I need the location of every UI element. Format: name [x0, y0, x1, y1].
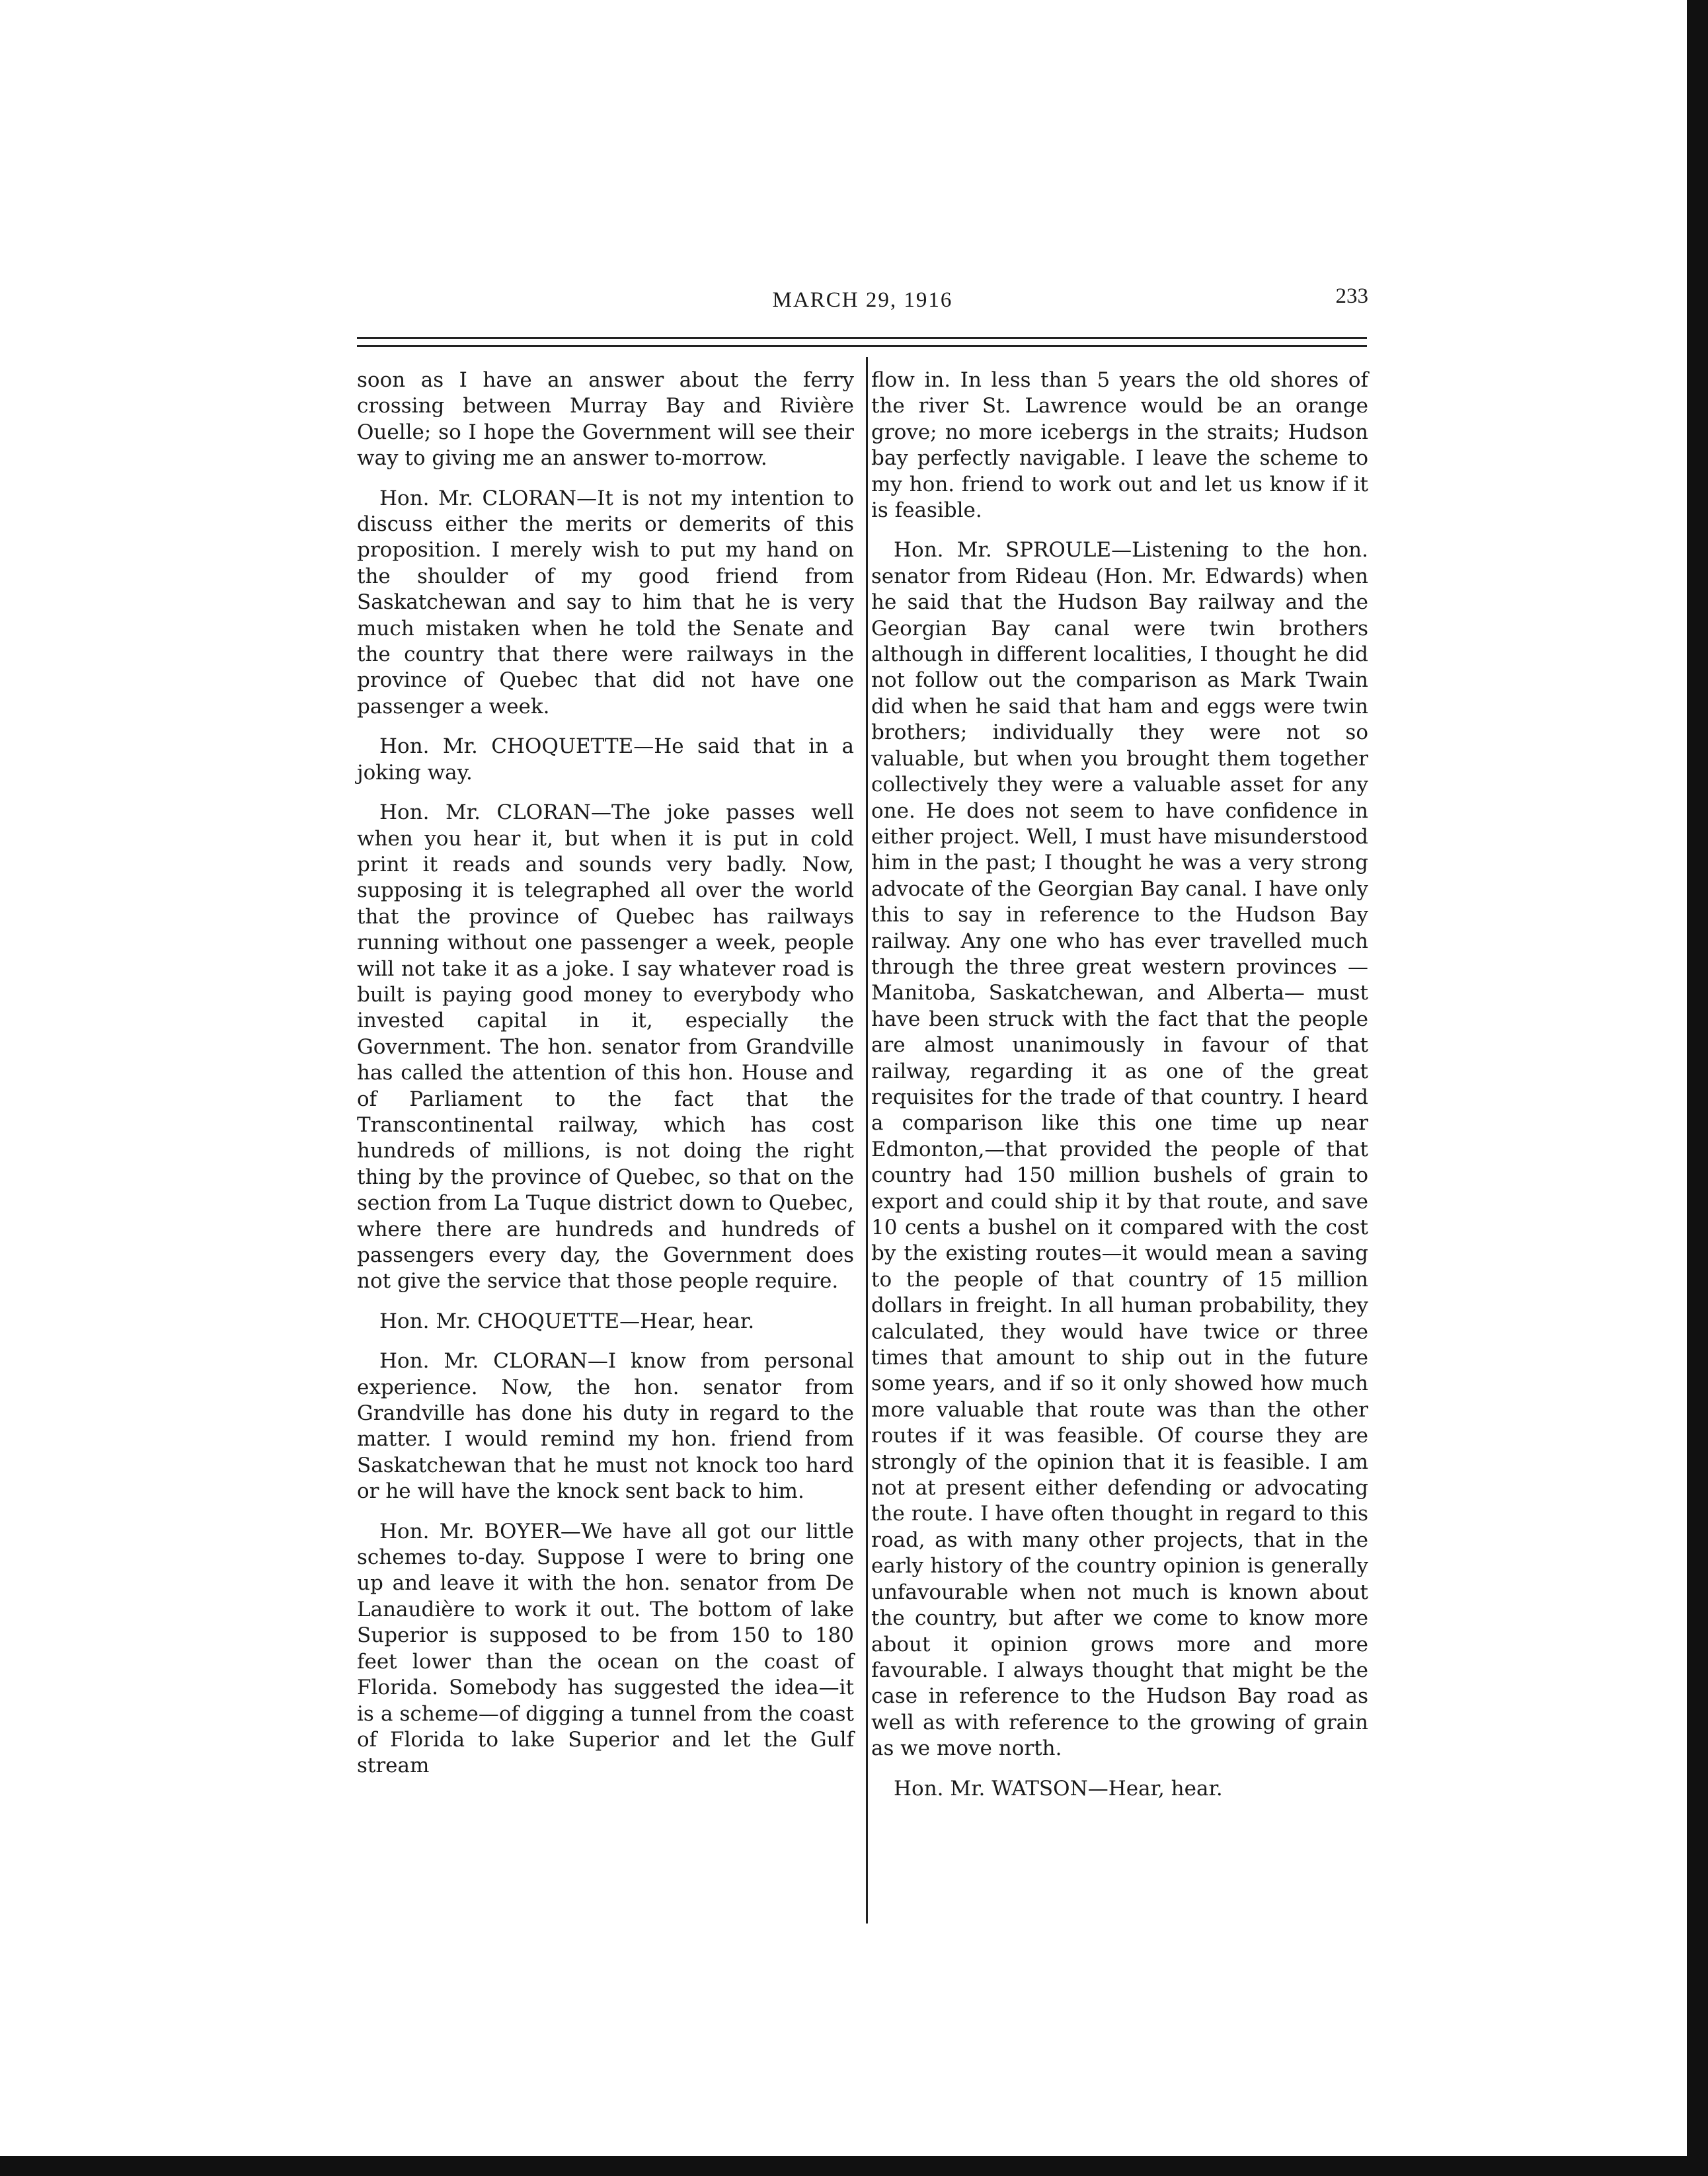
paragraph: Hon. Mr. CLORAN—I know from personal experience. Now, the hon. senator from Grandville has done his duty in regard to the matter. I would remind my hon. friend from Saskatchewan that he must not knock too hard or he will have the knock sent back to him.: [357, 1349, 854, 1504]
scan-border-bottom: [0, 2156, 1708, 2176]
paragraph: Hon. Mr. SPROULE—Listening to the hon. senator from Rideau (Hon. Mr. Edwards) when he said that the Hudson Bay railway and the Georgian Bay canal were twin brothers although in different localities, I thought he did not follow out the comparison as Mark Twain did when he said that ham and eggs were twin brothers; individually they were not so valuable, but when you brought them together collectively they were a valuable asset for any one. He does not seem to have confidence in either project. Well, I must have misunderstood him in the past; I thought he was a very strong advocate of the Georgian Bay canal. I have only this to say in reference to the Hudson Bay railway. Any one who has ever travelled much through the three great western provinces —Manitoba, Saskatchewan, and Alberta— must have been struck with the fact that the people are almost unanimously in favour of that railway, regarding it as one of the great requisites for the trade of that country. I heard a comparison like this one time up near Edmonton,—that provided the people of that country had 150 million bushels of grain to export and could ship it by that route, and save 10 cents a bushel on it compared with the cost by the existing routes—it would mean a saving to the people of that country of 15 million dollars in freight. In all human probability, they calculated, they would have twice or three times that amount to ship out in the future some years, and if so it only showed how much more valuable that route was than the other routes if it was feasible. Of course they are strongly of the opinion that it is feasible. I am not at present either defending or advocating the route. I have often thought in regard to this road, as with many other projects, that in the early history of the country opinion is generally unfavourable when not much is known about the country, but after we come to know more about it opinion grows more and more favourable. I always thought that might be the case in reference to the Hudson Bay road as well as with reference to the growing of grain as we move north.: [871, 538, 1368, 1761]
page-header: [357, 284, 1368, 324]
paragraph: soon as I have an answer about the ferry crossing between Murray Bay and Rivière Ouelle; so I hope the Government will see their way to giving me an answer to-morrow.: [357, 368, 854, 471]
paragraph: Hon. Mr. CHOQUETTE—Hear, hear.: [379, 1309, 755, 1333]
right-column: [871, 368, 1368, 1816]
paragraph: flow in. In less than 5 years the old shores of the river St. Lawrence would be an orange grove; no more icebergs in the straits; Hudson bay perfectly navigable. I leave the scheme to my hon. friend to work out and let us know if it is feasible.: [871, 368, 1368, 523]
scan-border-right: [1687, 0, 1708, 2176]
left-column: [357, 368, 854, 1793]
paragraph: Hon. Mr. CHOQUETTE—He said that in a joking way.: [357, 734, 854, 785]
header-rule-top: [357, 337, 1367, 339]
column-divider: [866, 357, 868, 1923]
page-number: 233: [1335, 284, 1368, 308]
paragraph: Hon. Mr. BOYER—We have all got our little schemes to-day. Suppose I were to bring one up and leave it with the hon. senator from De Lanaudière to work it out. The bottom of lake Superior is supposed to be from 150 to 180 feet lower than the ocean on the coast of Florida. Somebody has suggested the idea—it is a scheme—of digging a tunnel from the coast of Florida to lake Superior and let the Gulf stream: [357, 1519, 854, 1778]
paragraph: Hon. Mr. WATSON—Hear, hear.: [894, 1776, 1223, 1801]
paragraph: Hon. Mr. CLORAN—The joke passes well when you hear it, but when it is put in cold print it reads and sounds very badly. Now, supposing it is telegraphed all over the world that the province of Quebec has railways running without one passenger a week, people will not take it as a joke. I say whatever road is built is paying good money to everybody who invested capital in it, especially the Government. The hon. senator from Grandville has called the attention of this hon. House and of Parliament to the fact that the Transcontinental railway, which has cost hundreds of millions, is not doing the right thing by the province of Quebec, so that on the section from La Tuque district down to Quebec, where there are hundreds and hundreds of passengers every day, the Government does not give the service that those people require.: [357, 800, 854, 1294]
header-rule-bottom: [357, 345, 1367, 347]
page-date: MARCH 29, 1916: [772, 288, 953, 312]
paragraph: Hon. Mr. CLORAN—It is not my intention to discuss either the merits or demerits of this proposition. I merely wish to put my hand on the shoulder of my good friend from Saskatchewan and say to him that he is very much mistaken when he told the Senate and the country that there were railways in the province of Quebec that did not have one passenger a week.: [357, 486, 854, 719]
